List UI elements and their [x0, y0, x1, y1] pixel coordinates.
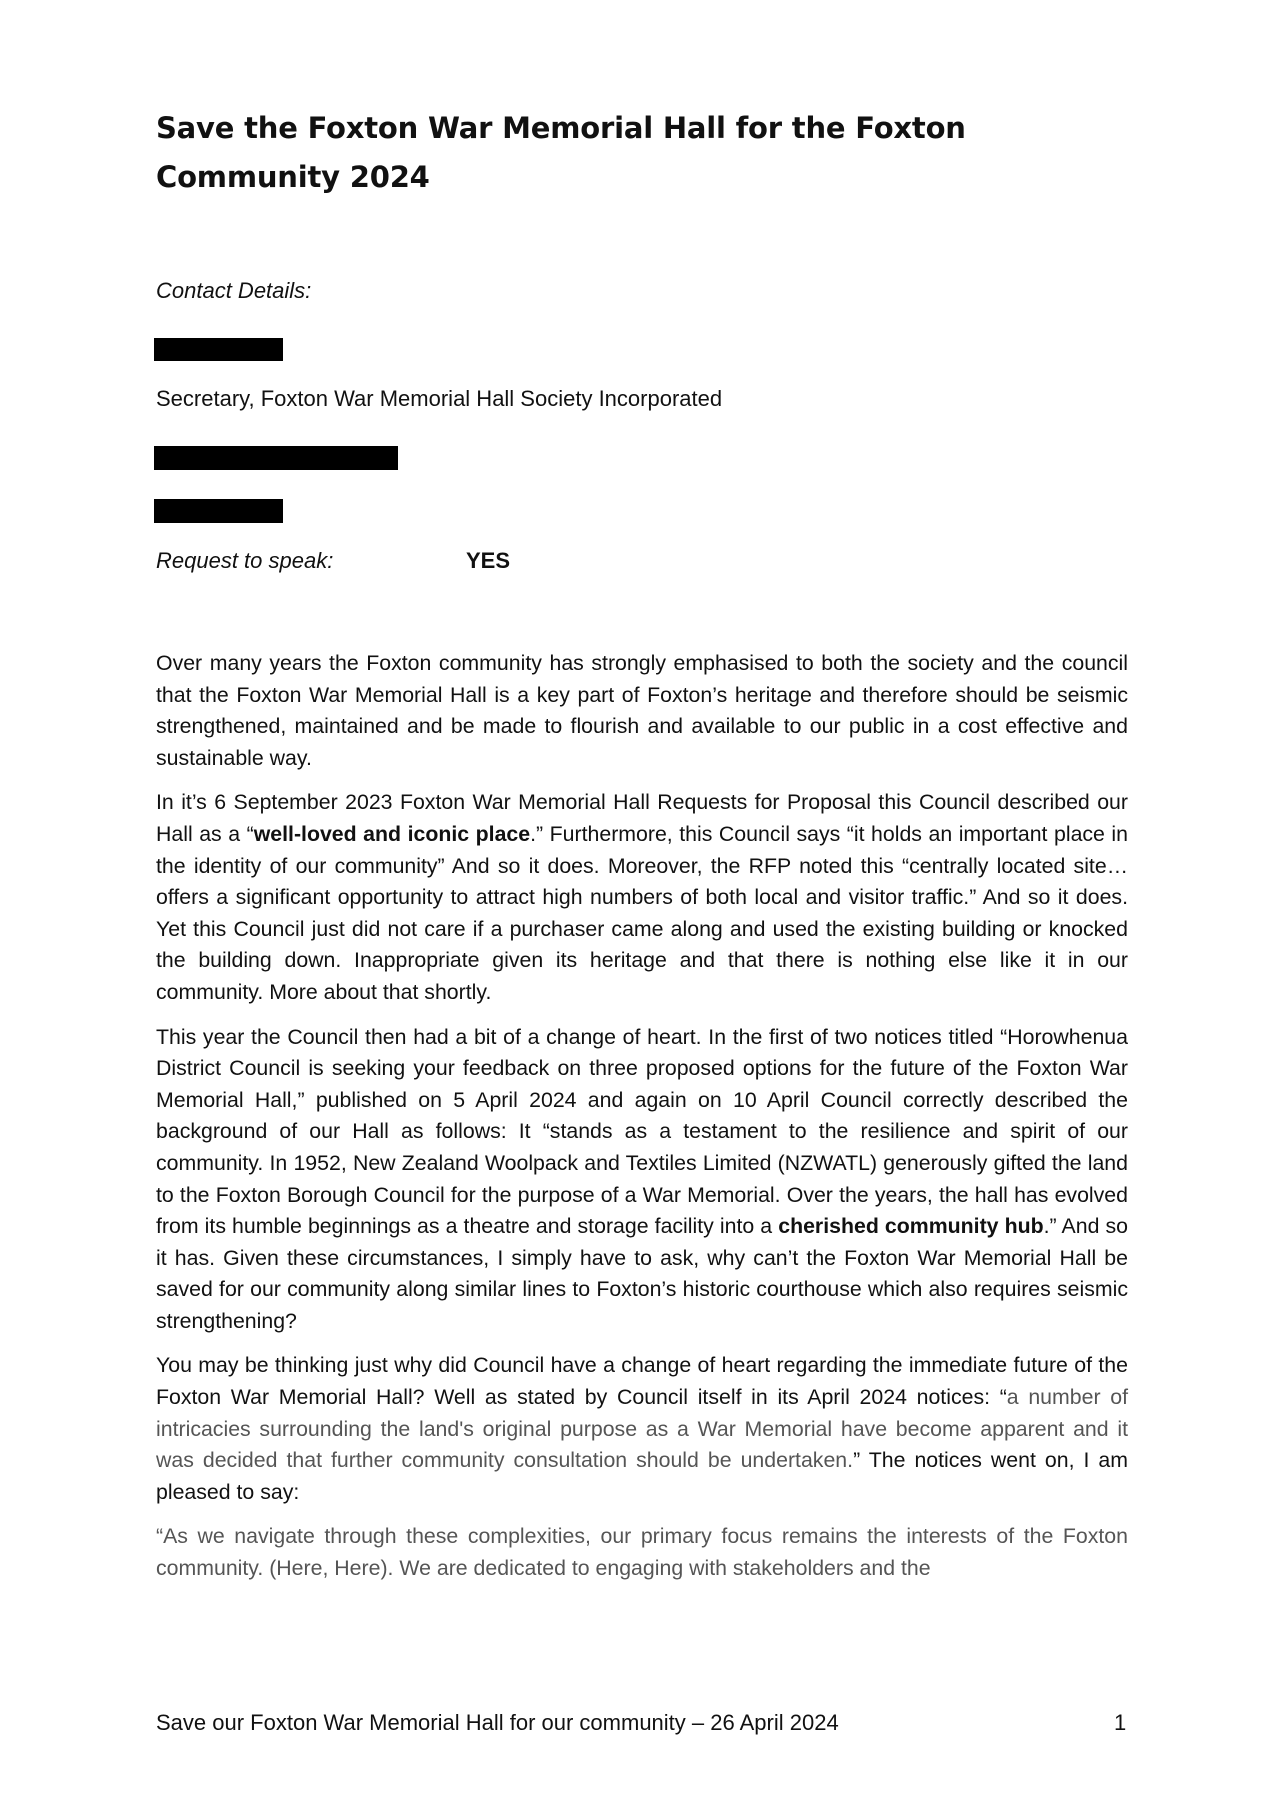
paragraph-2-text-b: .” Furthermore, this Council says “it holds an important place in the identity of our community” And so it does. Moreover, the RFP noted this “centrally located site…offers a significant opportunity to attract high numbers of both local and visitor traffic.” And so it does. Yet this Council just did not care if a purchaser came along and used the existing building or knocked the building down. Inappropriate given its heritage and that there is nothing else like it in our community. More about that shortly. [156, 821, 1129, 1004]
secretary-role: Secretary, Foxton War Memorial Hall Society Incorporated [156, 386, 723, 411]
paragraph-4-text-a: You may be thinking just why did Council have a change of heart regarding the immediate future of the Foxton War Memorial Hall? Well as stated by Council itself in its April 2024 notices: “ [156, 1353, 1128, 1410]
paragraph-4-text-b: ” The notices went on, I am pleased to say: [156, 1448, 1129, 1504]
document-title: Save the Foxton War Memorial Hall for the Foxton Community 2024 [156, 111, 966, 194]
submission-body [156, 648, 1128, 1598]
paragraph-2-text-a: In it’s 6 September 2023 Foxton War Memorial Hall Requests for Proposal this Council described our Hall as a “ [156, 790, 1128, 846]
paragraph-3-emphasis: cherished community hub [778, 1214, 1044, 1239]
paragraph-2-emphasis: well-loved and iconic place [253, 821, 531, 846]
page-number: 1 [1114, 1710, 1127, 1735]
request-to-speak-value: YES [466, 548, 511, 573]
redacted-phone-block [154, 499, 283, 523]
paragraph-5-quote: “As we navigate through these complexities, our primary focus remains the interests of the Foxton community. (Here, Here). We are dedicated to engaging with stakeholders and the [156, 1524, 1128, 1581]
paragraph-4 [156, 1350, 1128, 1508]
paragraph-2 [156, 787, 1128, 1008]
paragraph-1: Over many years the Foxton community has strongly emphasised to both the society and the council that the Foxton War Memorial Hall is a key part of Foxton’s heritage and therefore should be seismic strengthened, maintained and be made to flourish and available to our public in a cost effective and sustainable way. [156, 651, 1128, 770]
paragraph-3-text-a: This year the Council then had a bit of a change of heart. In the first of two notices titled “Horowhenua District Council is seeking your feedback on three proposed options for the future of the Foxton War Memorial Hall,” published on 5 April 2024 and again on 10 April Council correctly described the background of our Hall as follows: It “stands as a testament to the resilience and spirit of our community. In 1952, New Zealand Woolpack and Textiles Limited (NZWATL) generously gifted the land to the Foxton Borough Council for the purpose of a War Memorial. Over the years, the hall has evolved from its humble beginnings as a theatre and storage facility into a [156, 1024, 1128, 1239]
redacted-email-block [154, 446, 398, 470]
contact-details-label: Contact Details: [156, 278, 312, 303]
redacted-name-block [154, 338, 283, 361]
page-footer-text: Save our Foxton War Memorial Hall for our community – 26 April 2024 [156, 1710, 839, 1735]
paragraph-3-text-b: .” And so it has. Given these circumstances, I simply have to ask, why can’t the Foxton War Memorial Hall be saved for our community along similar lines to Foxton’s historic courthouse which also requires seismic strengthening? [156, 1214, 1128, 1333]
request-to-speak-label: Request to speak: [156, 548, 334, 573]
paragraph-4-quote: a number of intricacies surrounding the land's original purpose as a War Memorial have become apparent and it was decided that further community consultation should be undertaken. [156, 1385, 1128, 1473]
paragraph-3 [156, 1022, 1128, 1338]
